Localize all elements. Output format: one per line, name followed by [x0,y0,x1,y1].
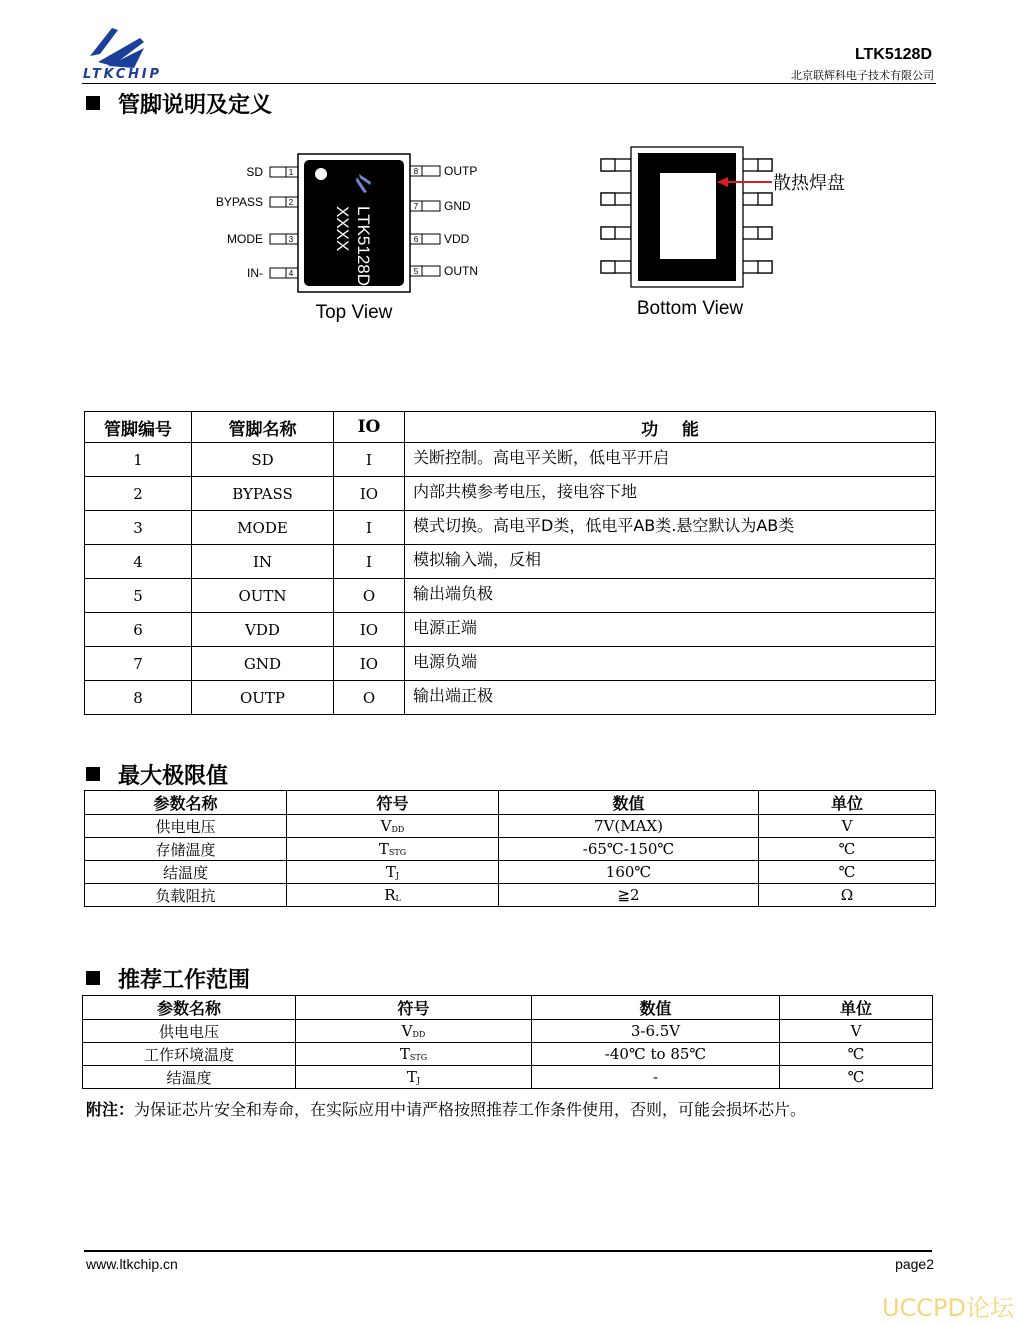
top-view-diagram [200,150,490,330]
cell-param: 供电电压 [85,815,287,838]
cell-pin-name: VDD [192,613,334,647]
cell-symbol: $T_{STG}$ [287,838,499,861]
pin-num-4: 4 [288,269,294,278]
part-number: LTK5128D [854,46,932,63]
note-label: 附注： [86,1100,135,1119]
pin-num-6: 6 [413,235,419,244]
table-row [85,511,936,545]
table-row [83,1066,933,1089]
header-io: IO [334,412,405,443]
cell-unit: ℃ [759,838,936,861]
cell-pin-number: 3 [85,511,192,545]
pin-label-vdd: VDD [444,232,470,246]
cell-pin-number: 4 [85,545,192,579]
table-row [85,681,936,715]
cell-function: 关断控制。高电平关断，低电平开启 [405,443,936,477]
cell-param: 结温度 [85,861,287,884]
table-row [85,579,936,613]
table-row [85,613,936,647]
cell-pin-number: 6 [85,613,192,647]
cell-pin-name: MODE [192,511,334,545]
bullet-square-icon [86,971,100,985]
pin-label-mode: MODE [227,232,263,246]
pin-label-bypass: BYPASS [215,195,263,209]
note-text: 为保证芯片安全和寿命，在实际应用中请严格按照推荐工作条件使用，否则，可能会损坏芯片。 [134,1100,807,1119]
cell-io: I [334,545,405,579]
cell-unit: V [759,815,936,838]
bottom-view-diagram [590,140,870,325]
header-pin-name: 管脚名称 [192,412,334,443]
table-row [85,838,936,861]
header-param: 参数名称 [85,791,287,815]
page-number: page2 [895,1256,934,1272]
header-symbol: 符号 [296,996,532,1020]
watermark: UCCPD论坛 [881,1294,1014,1322]
chip-marking-part: LTK5128D [354,206,373,287]
header-value: 数值 [499,791,759,815]
cell-io: I [334,443,405,477]
table-row [83,1043,933,1066]
cell-pin-name: IN [192,545,334,579]
cell-param: 存储温度 [85,838,287,861]
table-row [85,884,936,907]
pin-label-gnd: GND [444,199,471,213]
pin-definition-table [84,411,936,715]
cell-symbol: $T_{STG}$ [296,1043,532,1066]
cell-symbol: $T_J$ [287,861,499,884]
top-view-caption: Top View [315,302,393,323]
note [86,1097,806,1120]
cell-symbol: $R_L$ [287,884,499,907]
cell-pin-name: GND [192,647,334,681]
company-logo [82,26,162,82]
cell-function: 模式切换。高电平D类，低电平AB类.悬空默认为AB类 [405,511,936,545]
header-unit: 单位 [759,791,936,815]
pin-num-8: 8 [413,167,419,176]
chip-marking-lot: XXXX [333,206,352,252]
cell-function: 模拟输入端，反相 [405,545,936,579]
section-title-absolute-max: 最大极限值 [86,759,228,790]
logo-text: LTKCHIP [83,67,159,82]
cell-function: 电源负端 [405,647,936,681]
footer-divider [84,1250,932,1252]
table-row [83,1020,933,1043]
cell-pin-name: OUTP [192,681,334,715]
pin-label-sd: SD [246,165,263,179]
section-title-recommended: 推荐工作范围 [86,963,250,994]
cell-function: 内部共模参考电压，接电容下地 [405,477,936,511]
cell-io: I [334,511,405,545]
pin-label-in: IN- [247,266,263,280]
cell-io: IO [334,477,405,511]
cell-value: 3-6.5V [532,1020,780,1043]
table-row [85,477,936,511]
cell-param: 负载阻抗 [85,884,287,907]
cell-unit: ℃ [780,1066,933,1089]
cell-pin-number: 8 [85,681,192,715]
header-param: 参数名称 [83,996,296,1020]
table-row [85,861,936,884]
table-row [85,443,936,477]
header-pin-number: 管脚编号 [85,412,192,443]
absolute-max-table [84,790,936,907]
cell-io: O [334,681,405,715]
cell-pin-name: OUTN [192,579,334,613]
cell-pin-number: 1 [85,443,192,477]
cell-value: 7V(MAX) [499,815,759,838]
pin-num-2: 2 [288,198,294,207]
thermal-pad [660,173,716,259]
pin-num-5: 5 [413,267,419,276]
company-name: 北京联辉科电子技术有限公司 [791,69,934,82]
pin-label-outn: OUTN [444,264,478,278]
cell-value: -65℃-150℃ [499,838,759,861]
recommended-operating-table [82,995,933,1089]
pin1-dot-icon [315,168,327,180]
cell-io: O [334,579,405,613]
header-value: 数值 [532,996,780,1020]
cell-unit: V [780,1020,933,1043]
section-title-pin-definition: 管脚说明及定义 [86,88,272,119]
cell-unit: ℃ [780,1043,933,1066]
header-symbol: 符号 [287,791,499,815]
table-row [85,545,936,579]
cell-pin-number: 7 [85,647,192,681]
bottom-view-caption: Bottom View [636,298,744,319]
cell-symbol: $T_J$ [296,1066,532,1089]
table-row [85,647,936,681]
cell-value: - [532,1066,780,1089]
table-header-row [83,996,933,1020]
footer-url: www.ltkchip.cn [86,1256,178,1272]
cell-function: 电源正端 [405,613,936,647]
bullet-square-icon [86,96,100,110]
cell-function: 输出端负极 [405,579,936,613]
header-function: 功 能 [405,412,936,443]
cell-unit: ℃ [759,861,936,884]
pin-num-1: 1 [288,168,294,177]
cell-symbol: $V_{DD}$ [287,815,499,838]
cell-param: 供电电压 [83,1020,296,1043]
cell-value: ≧2 [499,884,759,907]
pin-label-outp: OUTP [444,164,478,178]
cell-symbol: $V_{DD}$ [296,1020,532,1043]
pin-num-3: 3 [288,235,294,244]
cell-param: 结温度 [83,1066,296,1089]
table-header-row [85,412,936,443]
table-row [85,815,936,838]
cell-value: -40℃ to 85℃ [532,1043,780,1066]
header-divider [82,83,936,84]
cell-pin-number: 5 [85,579,192,613]
cell-io: IO [334,647,405,681]
header-unit: 单位 [780,996,933,1020]
cell-pin-name: SD [192,443,334,477]
thermal-pad-label: 散热焊盘 [773,173,845,194]
cell-io: IO [334,613,405,647]
table-header-row [85,791,936,815]
cell-function: 输出端正极 [405,681,936,715]
cell-unit: Ω [759,884,936,907]
pin-num-7: 7 [413,202,419,211]
cell-value: 160℃ [499,861,759,884]
cell-pin-number: 2 [85,477,192,511]
bullet-square-icon [86,767,100,781]
cell-param: 工作环境温度 [83,1043,296,1066]
cell-pin-name: BYPASS [192,477,334,511]
